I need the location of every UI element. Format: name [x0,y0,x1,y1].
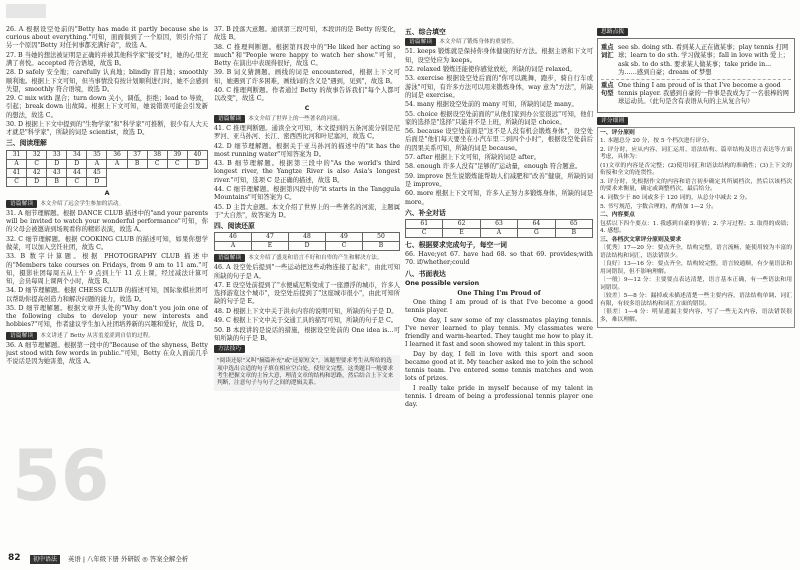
answer-list-fill [405,48,593,206]
answer-item: 45. D 主旨大意题。本文介绍了世界上的一些著名的河流，主题属于"大自然"，故答案为 D。 [214,203,400,219]
header-logo [6,4,46,18]
table-answer-cell: D [87,177,107,186]
page-header [0,0,800,22]
table-header-cell: 44 [67,168,87,177]
column-4 [597,26,795,546]
table-header-cell: 43 [47,168,67,177]
passage-tip-a: 语篇解读 本文介绍了远会学生参加的活动。 [6,200,208,208]
vocab-box-label: 重点句型 [601,82,614,98]
grade-item: 〔一般〕9—12 分：主要要点表达清楚，语言基本正确，有一些语法和用词错误。 [600,277,792,291]
criteria-item: 4. 词数少于 80 词或多于 120 词的，从总分中减去 2 分。 [600,195,751,202]
table-header-cell: 65 [555,219,592,228]
answer-item: 38. C 推理判断题。根据第四段中的"He liked her acting so much"和"People were happy to watch her show."可知，Betty 在演出中表现得很好，故选 C。 [214,43,400,67]
answer-item: 54. many 根据设空处前的 many 可知，所缺的词是 many。 [405,101,578,109]
answer-item: 30. D 根据上下文中提到的"生物学家"和"科学家"可推断，很少有人大天才就是"科学家"，所缺的词是 scientist，故选 D。 [6,120,208,137]
answer-list-passage-b [214,26,400,103]
answer-item: 37. B 段落大意题。通读第三段可知，本段讲的是 Betty 的变化，故选 B。 [214,26,400,42]
answer-table-reading [6,150,208,187]
table-answer-cell: D [67,159,87,168]
table-header-cell: 35 [87,150,107,159]
series-badge: 初中语法 [30,555,60,564]
criteria-tag: 评分细则 [597,117,628,125]
criteria-item: (1)文章的内容是否完整；(2)使用词汇和语法结构的准确性；(3)上下文的衔接和全文的连贯性。 [600,163,792,177]
criteria-item: 3. 评分时，先根据作文的内容和语言初步确定其所属档次，然后以该档次的要求来衡量，确定或调整档次，最后给分。 [600,179,792,193]
table-answer-cell: G [518,228,555,237]
table-header-cell: 42 [27,168,47,177]
table-header-cell: 48 [289,233,326,242]
table-answer-cell: C [7,177,27,186]
answer-item: 50. B 本段讲的是说话的措施，根据设空处前的 One idea is...可知所缺的句子是 B。 [214,326,400,342]
grade-item: 〔较差〕5—8 分：漏掉或未描述清楚一些主要内容，语法结构单调、词汇有限，有较多语法结构和词汇方面的错误。 [600,293,792,307]
watermark-graphic [8,430,148,520]
answer-item: 33. B 数字计算题。根据 PHOTOGRAPHY CLUB 描述中的"Members take courses on Fridays, from 9 am to 11 am."可知，摄影社团每周五从上午 9 点到上午 11 点上课，经过减法计算可知，会员每周上课两个小时，故选 B。 [6,253,208,285]
answer-item: 47. E 设空处前提到了"水便威尼斯变成了一座漂浮的城市，许多人选择游览这个城市"，设空处后提到了"这座城市很小"，由此可知所缺的句子是 E。 [214,281,400,306]
svg-text:56: 56 [12,435,110,517]
answer-item: 31. A 细节理解题。根据 DANCE CLUB 描述中的"and your parents will be invited to watch your wonderful performance"可知，你的父母会被邀请到场观看你的精彩表演，故选 A。 [6,210,208,234]
tip-tag: 语篇解读 [405,38,436,46]
answer-list-passage-c [214,125,400,220]
essay-paragraph: One thing I am proud of is that I've become a good tennis player. [405,299,593,315]
answer-item: 56. because 设空处前面是"这不是人没有机会锻炼身体"，设空处后面是"他们每天要坐在小汽车里二到四个小时"，根据设空处前后的因果关系可知，所缺的词是 because。 [405,128,593,152]
table-answer-cell: A [7,159,27,168]
page-number: 82 [8,553,21,563]
box-heading [597,28,795,36]
criteria-sub-3: 三、各档次文章评分原则及要求 [600,236,682,243]
answer-table-dialogue [405,219,593,238]
table-header-cell: 37 [127,150,147,159]
table-answer-cell: C [167,159,187,168]
section-heading-sentences: 七、根据要求完成句子，每空一词 [405,240,507,249]
answer-item: 27. B 当她的想法被证明是正确的并被其他科学家"接受"时，她的心里充满了喜悦。accepted 符合语境，故选 B。 [6,51,208,67]
answer-item: 55. choice 根据设空处前面的"从他们家到办公室很远"可知，他们家的选择是"选择"只能并不是上班，所缺的词是 choice。 [405,110,593,126]
criteria-box [597,127,795,329]
column-2 [214,26,400,546]
column-3 [405,26,593,546]
criteria-list [600,138,792,211]
answer-item: 42. D 细节理解题。根据关于亚马孙河的描述中的"it has the most running water"可知答案为 D。 [214,142,400,158]
tip-tag: 语篇解读 [6,200,37,208]
criteria-sub-1: 一、评分原则 [600,129,635,136]
table-answer-cell: C [406,228,443,237]
table-header-cell: 33 [47,150,67,159]
answer-66-70: 66. Have;yet 67. have had 68. so that 69. provides;with 70. if/whether;could [405,251,593,267]
method-tip-heading [214,345,400,353]
table-answer-cell: C [326,242,363,251]
answer-item: 60. more 根据上下文可知，许多人正努力多锻炼身体，所缺的词是 more。 [405,190,593,206]
table-answer-cell: C [27,159,47,168]
table-header-cell: 39 [167,150,187,159]
sample-essay [405,299,593,409]
table-header-cell: 45 [87,168,107,177]
tip-tag: 语篇解读 [214,115,245,123]
answer-item: 44. C 细节理解题。根据第四段中的"it starts in the Tanggula Mountains"可知答案为 C。 [214,185,400,202]
passage-tip-4: 语篇解读 本文介绍了盛龙和语言不好和自卑的产生和解决方法。 [214,254,400,262]
passage-tip-b: 语篇解读 本文讲述了 Betty 从害羞羞涩到自信的过程。 [6,332,208,340]
table-answer-cell: B [363,242,400,251]
criteria-item: 2. 评分时，应从内容、词汇运用、语法结构、篇章结构及语言表达等方面考虑，具体为： [600,147,792,161]
table-answer-cell: A [87,159,107,168]
table-header-cell: 38 [147,150,167,159]
box-tag: 思路点拨 [597,28,628,36]
table-header-cell: 40 [187,150,207,159]
essay-paragraph: I really take pride in myself because of my talent in tennis. I dream of being a professional tennis player one day. [405,384,593,409]
section-heading-reading: 三、阅读理解 [6,139,47,148]
passage-label-c: C [304,104,310,112]
answer-item: 29. C mix with 混合；turn down 关小，调低，拒绝；lead to 导致，引起；break down 出故障。根据上下文可知，她说错误可能会引发新的想法，故选 C。 [6,95,208,119]
tip-tag: 语篇解读 [214,254,245,262]
table-answer-cell: A [107,159,127,168]
criteria-points: 包括以下四个要点：1. 我感到自豪的事情；2. 学习过程；3. 取得的成绩；4. 感想。 [600,220,792,235]
vocab-box-label: 重点词汇 [601,44,614,60]
vocab-box-text: see sb. doing sth. 看到某人正在做某事；play tennis 打网球；learn to do sth. 学习做某事；fall in love with 爱上；ask sb. to do sth. 要求某人做某事；take pride in... 为……感到自豪；dream of 梦想 [618,44,790,76]
section-heading-restore: 四、阅读还原 [214,221,255,230]
answer-item: 35. D 细节理解题。根据文章开头处的"Why don't you join one of the following clubs to develop your new interests and hobbies?"可知，作者建议学生加入社团培养新的兴趣和爱好，故选 D。 [6,304,208,329]
answer-item: 26. A 根据设空处前的"Betty has made it partly because she is curious about everything."可知，面面俱到了一个原因，领引介绍了另一个原因"Betty 对任何事都充满好奇"，故选 A。 [6,26,208,50]
answer-item: 52. relaxed 锻炼还能使你感觉放松，所缺的词是 relaxed。 [405,66,576,73]
page-footer [0,548,800,570]
criteria-item: 5. 书写规范，字数合理的，酌情加 1—2 分。 [600,203,717,210]
answer-item: 34. D 细节理解题。根据 CHESS CLUB 的描述可知，国际象棋社团可以帮助你提高创造力和解决问题的能力，故选 D。 [6,287,208,303]
table-header-cell: 41 [7,168,27,177]
answer-36: 36. A 细节理解题。根据第一段中的"Because of the shyness, Betty just stood with few words in public."可知，Betty 在众人面前几乎不说话是因为她害羞，故选 A。 [6,341,208,366]
passage-label-a: A [104,189,110,197]
answer-list-cloze-end [6,26,208,137]
table-header-cell: 32 [27,150,47,159]
table-header-cell: 64 [518,219,555,228]
section-heading-writing: 八、书面表达 [405,269,446,278]
answer-item: 43. B 细节理解题。根据第三段中的"As the world's third longest river, the Yangtze River is also Asia's longest river."可知，选项 C 是正确的描述，故选 B。 [214,160,400,184]
section-heading-dialogue: 六、补全对话 [405,208,446,217]
book-info: 英语 | 八年级下册 外研版 ◎ 答案全解全析 [68,555,189,563]
table-header-cell: 31 [7,150,27,159]
grade-item: 〔很差〕1—4 分：明显遗漏主要内容，写了一些无关内容，语法错误很多，难以理解。 [600,309,792,323]
vocab-box-text: One thing I am proud of is that I've become a good tennis player. 我感到自豪的一件事是我成为了一名很棒的网球运动员。（此句是含有表语从句的主从复合句） [618,82,789,106]
criteria-heading [597,117,795,125]
grade-item: 〔优秀〕17—20 分：要点齐全，结构完整，语言流畅，能使用较为丰富的语法结构和词汇，语法错误少。 [600,245,792,259]
table-answer-cell: D [289,242,326,251]
method-tip-box: "阅读还原"又叫"摘篇补充"或"还原短文"，该题型要求考生从所给的选项中选出合适的句子填在相应空白处，使短文完整。这类题目一般要求考生把握文章的主旨大意，理清文章的结构和思路，然后结合上下文来判断，注意句子与句子之间的逻辑关系。 [214,355,400,391]
grade-item: 〔良好〕13—16 分：要点齐全，结构较完整，语言较通顺，有少量语法和用词错误，但不影响理解。 [600,261,792,275]
vocab-box-row [601,80,791,109]
table-answer-cell: B [127,159,147,168]
tip-tag: 语篇解读 [6,332,37,340]
answer-item: 58. enough 许多人没有"足够的"运动量，enough 符合题意。 [405,163,582,171]
table-header-cell: 61 [406,219,443,228]
method-tag: 方法技巧 [214,345,245,353]
answer-item: 49. C 根据上下文中关于交通工具的描写可知，所缺的句子是 C。 [214,317,398,325]
table-answer-cell: B [555,228,592,237]
answer-item: 51. keeps 锻炼就是保持你身体健康的好方法。根据主语和下文可知，设空处应为 keeps。 [405,48,593,64]
table-answer-cell: B [47,177,67,186]
answer-item: 28. D safely 安全地；carefully 认真地；blindly 盲目地；smoothly 顺利地。根据上下文可知，但当事情没有按计划顺利进行时，她不会感到失望，smoothly 符合语境，故选 D。 [6,69,208,93]
answer-table-restore [214,232,400,251]
table-header-cell: 46 [215,233,252,242]
answer-item: 46. A 设空处后提到"一些运动把这些动物连接了起来"，由此可知所缺的句子是 A。 [214,264,400,280]
essay-paragraph: Day by day, I fell in love with this sport and soon became good at it. My teacher asked me to join the school tennis team. I've entered some tennis matches and won lots of prizes. [405,350,593,383]
table-answer-cell: E [443,228,480,237]
table-answer-cell: A [480,228,517,237]
table-answer-cell: C [67,177,87,186]
table-answer-cell: E [252,242,289,251]
vocab-box [597,38,795,112]
essay-paragraph: One day, I saw some of my classmates playing tennis. I've never learned to play tennis. My classmates were friendly and warm-hearted. They taught me how to play it. I learned it fast and soon showed my talent in this sport. [405,316,593,349]
answer-item: 40. C 推理判断题。作者通过 Betty 的故事告诉我们"每个人都可以改变"，故选 C。 [214,86,400,103]
answer-item: 32. C 细节理解题。根据 COOKING CLUB 的描述可知，如果你想学做菜，可以加入烹饪社团，故选 C。 [6,235,208,251]
answer-item: 39. B 词义猜测题。画线的词是 encountered，根据上下文可知，她遇到了许多困难，画线词的含义是"遇到，见到"，故选 B。 [214,69,400,85]
sample-label: One possible version [405,279,480,287]
table-header-cell: 62 [443,219,480,228]
table-header-cell: 50 [363,233,400,242]
answer-list-restore [214,264,400,343]
answer-item: 57. after 根据上下文可知，所缺的词是 after。 [405,153,540,161]
table-header-cell: 47 [252,233,289,242]
criteria-sub-2: 二、内容要点 [600,212,635,219]
passage-tip-c: 语篇解读 本文介绍了世界上的一些著名的河流。 [214,115,400,123]
answer-item: 48. D 根据上下文中关于洪水内容的说明可知，所缺的句子是 D。 [214,307,398,315]
table-answer-cell: C [147,159,167,168]
table-header-cell: 34 [67,150,87,159]
table-header-cell: 49 [326,233,363,242]
essay-title: One Thing I'm Proud of [457,289,541,297]
passage-tip-5: 语篇解读 本文介绍了锻炼身体的重要性。 [405,38,593,46]
table-answer-cell: A [215,242,252,251]
answer-item: 53. exercise 根据设空处后面的"你可以跳舞，跑步，骑自行车或游泳"可知，有许多方法可以用来锻炼身体，way 意为"方法"，所缺的词是 exercise。 [405,75,593,99]
table-answer-cell: D [187,159,207,168]
table-header-cell: 36 [107,150,127,159]
answer-list-passage-a [6,210,208,330]
answer-item: 59. improve 医生说锻炼能帮助人们减肥和"改善"健康，所缺的词是 improve。 [405,172,593,188]
criteria-item: 1. 本题总分 20 分，按 5 个档次进行评分。 [600,138,713,145]
section-heading-fill: 五、综合填空 [405,28,446,36]
grade-list [600,245,792,324]
table-answer-cell: D [47,159,67,168]
table-header-cell: 63 [480,219,517,228]
answer-item: 41. C 推理判断题。通读全文可知，本文提到的五条河流分别是尼罗河、亚马孙河、长江、密西西比河和叶尼塞河，故选 C。 [214,124,400,141]
vocab-box-row [601,42,791,80]
table-answer-cell: D [27,177,47,186]
